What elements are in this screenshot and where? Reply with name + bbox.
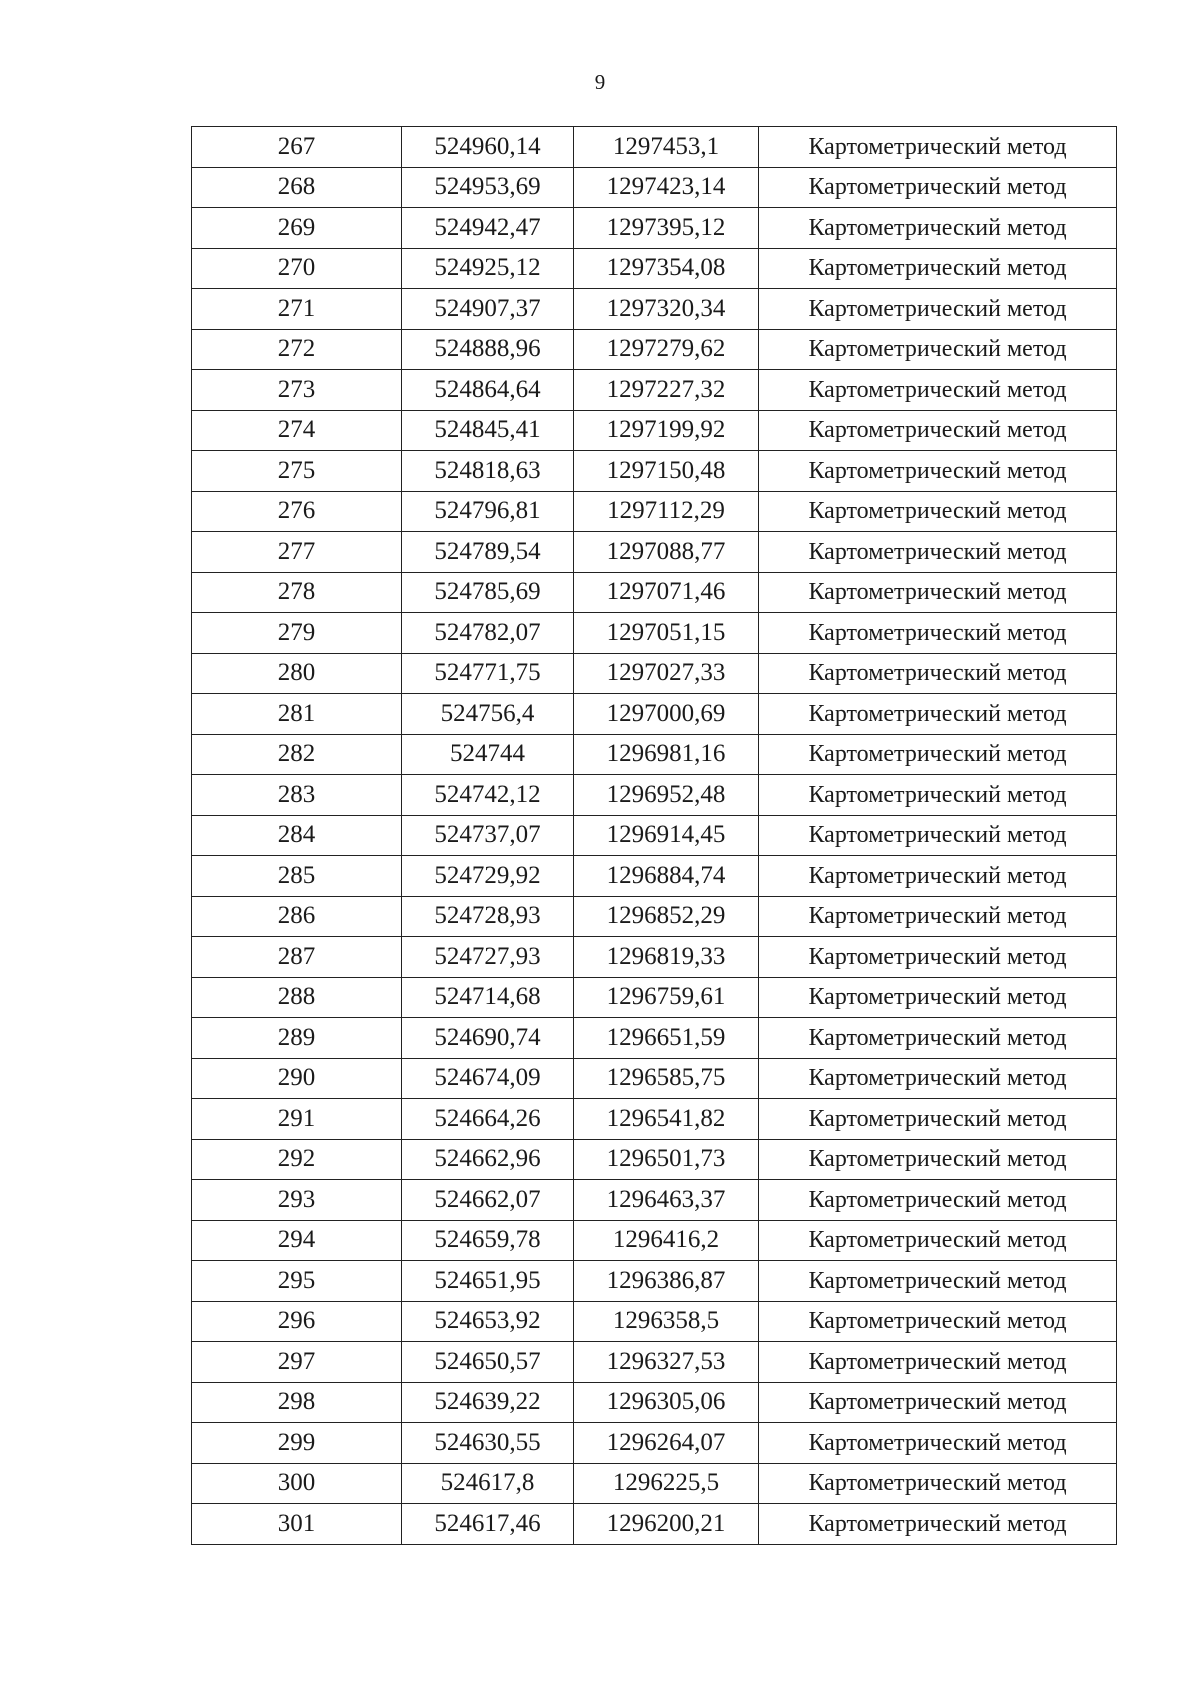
method-cell: Картометрический метод [759,248,1117,289]
point-number-cell: 282 [192,734,402,775]
table-row [192,248,1117,289]
y-coordinate-cell: 1297000,69 [574,694,759,735]
x-coordinate-cell: 524960,14 [402,127,574,168]
point-number-cell: 279 [192,613,402,654]
x-coordinate-cell: 524789,54 [402,532,574,573]
point-number-cell: 301 [192,1504,402,1545]
method-cell: Картометрический метод [759,653,1117,694]
method-cell: Картометрический метод [759,127,1117,168]
point-number-cell: 295 [192,1261,402,1302]
point-number-cell: 268 [192,167,402,208]
y-coordinate-cell: 1296386,87 [574,1261,759,1302]
y-coordinate-cell: 1296952,48 [574,775,759,816]
method-cell: Картометрический метод [759,977,1117,1018]
y-coordinate-cell: 1296585,75 [574,1058,759,1099]
table-row [192,289,1117,330]
method-cell: Картометрический метод [759,613,1117,654]
x-coordinate-cell: 524782,07 [402,613,574,654]
table-row [192,1220,1117,1261]
x-coordinate-cell: 524737,07 [402,815,574,856]
point-number-cell: 276 [192,491,402,532]
method-cell: Картометрический метод [759,1261,1117,1302]
y-coordinate-cell: 1296501,73 [574,1139,759,1180]
point-number-cell: 293 [192,1180,402,1221]
point-number-cell: 284 [192,815,402,856]
x-coordinate-cell: 524756,4 [402,694,574,735]
method-cell: Картометрический метод [759,896,1117,937]
x-coordinate-cell: 524674,09 [402,1058,574,1099]
y-coordinate-cell: 1296416,2 [574,1220,759,1261]
y-coordinate-cell: 1297279,62 [574,329,759,370]
y-coordinate-cell: 1297027,33 [574,653,759,694]
y-coordinate-cell: 1296327,53 [574,1342,759,1383]
point-number-cell: 267 [192,127,402,168]
method-cell: Картометрический метод [759,694,1117,735]
point-number-cell: 298 [192,1382,402,1423]
table-row [192,1463,1117,1504]
x-coordinate-cell: 524864,64 [402,370,574,411]
table-row [192,1058,1117,1099]
method-cell: Картометрический метод [759,1382,1117,1423]
table-row [192,734,1117,775]
method-cell: Картометрический метод [759,775,1117,816]
method-cell: Картометрический метод [759,1301,1117,1342]
table-row [192,815,1117,856]
table-row [192,370,1117,411]
y-coordinate-cell: 1297071,46 [574,572,759,613]
table-row [192,208,1117,249]
table-row [192,572,1117,613]
method-cell: Картометрический метод [759,856,1117,897]
table-row [192,1099,1117,1140]
method-cell: Картометрический метод [759,532,1117,573]
method-cell: Картометрический метод [759,572,1117,613]
method-cell: Картометрический метод [759,815,1117,856]
point-number-cell: 270 [192,248,402,289]
x-coordinate-cell: 524845,41 [402,410,574,451]
y-coordinate-cell: 1297112,29 [574,491,759,532]
method-cell: Картометрический метод [759,1423,1117,1464]
x-coordinate-cell: 524744 [402,734,574,775]
x-coordinate-cell: 524630,55 [402,1423,574,1464]
coordinates-table-body [192,127,1117,1545]
page-number: 9 [594,70,606,94]
y-coordinate-cell: 1296884,74 [574,856,759,897]
x-coordinate-cell: 524942,47 [402,208,574,249]
point-number-cell: 286 [192,896,402,937]
x-coordinate-cell: 524742,12 [402,775,574,816]
y-coordinate-cell: 1297453,1 [574,127,759,168]
method-cell: Картометрический метод [759,410,1117,451]
method-cell: Картометрический метод [759,734,1117,775]
point-number-cell: 283 [192,775,402,816]
point-number-cell: 287 [192,937,402,978]
x-coordinate-cell: 524818,63 [402,451,574,492]
x-coordinate-cell: 524714,68 [402,977,574,1018]
table-row [192,1342,1117,1383]
table-row [192,1504,1117,1545]
table-row [192,613,1117,654]
point-number-cell: 275 [192,451,402,492]
table-row [192,653,1117,694]
x-coordinate-cell: 524662,07 [402,1180,574,1221]
method-cell: Картометрический метод [759,370,1117,411]
method-cell: Картометрический метод [759,208,1117,249]
method-cell: Картометрический метод [759,1504,1117,1545]
x-coordinate-cell: 524727,93 [402,937,574,978]
table-row [192,1018,1117,1059]
y-coordinate-cell: 1297320,34 [574,289,759,330]
point-number-cell: 289 [192,1018,402,1059]
x-coordinate-cell: 524662,96 [402,1139,574,1180]
y-coordinate-cell: 1297088,77 [574,532,759,573]
method-cell: Картометрический метод [759,1220,1117,1261]
y-coordinate-cell: 1297395,12 [574,208,759,249]
method-cell: Картометрический метод [759,1058,1117,1099]
table-row [192,451,1117,492]
table-row [192,329,1117,370]
table-row [192,491,1117,532]
x-coordinate-cell: 524907,37 [402,289,574,330]
table-row [192,1261,1117,1302]
point-number-cell: 300 [192,1463,402,1504]
y-coordinate-cell: 1296305,06 [574,1382,759,1423]
x-coordinate-cell: 524639,22 [402,1382,574,1423]
coordinates-table [191,126,1117,1545]
table-row [192,127,1117,168]
point-number-cell: 274 [192,410,402,451]
method-cell: Картометрический метод [759,289,1117,330]
y-coordinate-cell: 1297199,92 [574,410,759,451]
x-coordinate-cell: 524617,8 [402,1463,574,1504]
table-row [192,694,1117,735]
table-row [192,1180,1117,1221]
method-cell: Картометрический метод [759,329,1117,370]
point-number-cell: 290 [192,1058,402,1099]
x-coordinate-cell: 524796,81 [402,491,574,532]
x-coordinate-cell: 524659,78 [402,1220,574,1261]
method-cell: Картометрический метод [759,1342,1117,1383]
x-coordinate-cell: 524728,93 [402,896,574,937]
point-number-cell: 296 [192,1301,402,1342]
x-coordinate-cell: 524617,46 [402,1504,574,1545]
point-number-cell: 288 [192,977,402,1018]
table-row [192,937,1117,978]
point-number-cell: 272 [192,329,402,370]
y-coordinate-cell: 1296852,29 [574,896,759,937]
method-cell: Картометрический метод [759,1180,1117,1221]
point-number-cell: 277 [192,532,402,573]
point-number-cell: 280 [192,653,402,694]
point-number-cell: 269 [192,208,402,249]
y-coordinate-cell: 1296914,45 [574,815,759,856]
method-cell: Картометрический метод [759,1463,1117,1504]
point-number-cell: 299 [192,1423,402,1464]
method-cell: Картометрический метод [759,451,1117,492]
method-cell: Картометрический метод [759,1018,1117,1059]
x-coordinate-cell: 524690,74 [402,1018,574,1059]
y-coordinate-cell: 1297150,48 [574,451,759,492]
table-row [192,1301,1117,1342]
method-cell: Картометрический метод [759,167,1117,208]
table-row [192,532,1117,573]
y-coordinate-cell: 1297423,14 [574,167,759,208]
table-row [192,1382,1117,1423]
table-row [192,896,1117,937]
method-cell: Картометрический метод [759,491,1117,532]
table-row [192,1139,1117,1180]
method-cell: Картометрический метод [759,937,1117,978]
point-number-cell: 285 [192,856,402,897]
y-coordinate-cell: 1297354,08 [574,248,759,289]
point-number-cell: 292 [192,1139,402,1180]
y-coordinate-cell: 1296541,82 [574,1099,759,1140]
point-number-cell: 291 [192,1099,402,1140]
method-cell: Картометрический метод [759,1099,1117,1140]
point-number-cell: 297 [192,1342,402,1383]
point-number-cell: 281 [192,694,402,735]
point-number-cell: 278 [192,572,402,613]
table-row [192,775,1117,816]
y-coordinate-cell: 1297227,32 [574,370,759,411]
x-coordinate-cell: 524785,69 [402,572,574,613]
y-coordinate-cell: 1296819,33 [574,937,759,978]
y-coordinate-cell: 1296264,07 [574,1423,759,1464]
y-coordinate-cell: 1297051,15 [574,613,759,654]
table-row [192,410,1117,451]
y-coordinate-cell: 1296200,21 [574,1504,759,1545]
point-number-cell: 294 [192,1220,402,1261]
table-row [192,977,1117,1018]
table-row [192,167,1117,208]
point-number-cell: 271 [192,289,402,330]
point-number-cell: 273 [192,370,402,411]
y-coordinate-cell: 1296358,5 [574,1301,759,1342]
y-coordinate-cell: 1296981,16 [574,734,759,775]
y-coordinate-cell: 1296759,61 [574,977,759,1018]
y-coordinate-cell: 1296463,37 [574,1180,759,1221]
x-coordinate-cell: 524653,92 [402,1301,574,1342]
y-coordinate-cell: 1296225,5 [574,1463,759,1504]
x-coordinate-cell: 524925,12 [402,248,574,289]
x-coordinate-cell: 524651,95 [402,1261,574,1302]
table-row [192,1423,1117,1464]
table-row [192,856,1117,897]
x-coordinate-cell: 524888,96 [402,329,574,370]
method-cell: Картометрический метод [759,1139,1117,1180]
x-coordinate-cell: 524953,69 [402,167,574,208]
x-coordinate-cell: 524650,57 [402,1342,574,1383]
x-coordinate-cell: 524729,92 [402,856,574,897]
y-coordinate-cell: 1296651,59 [574,1018,759,1059]
x-coordinate-cell: 524664,26 [402,1099,574,1140]
x-coordinate-cell: 524771,75 [402,653,574,694]
